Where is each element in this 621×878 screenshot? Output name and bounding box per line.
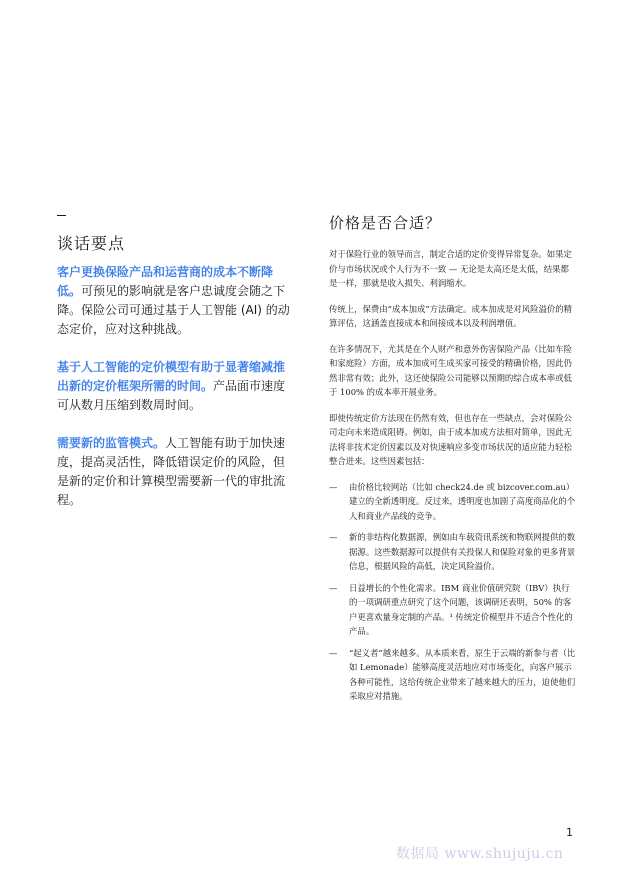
talking-points [57,231,293,529]
list-item [329,480,577,524]
talking-point-highlight: 基于人工智能的定价模型有助于显著缩减推出新的定价框架所需的时间。 [57,360,286,393]
talking-point-body: 产品面市速度可从数月压缩到数周时间。 [57,379,286,412]
talking-point [57,358,293,415]
watermark: 数据局 www.shujuju.cn [396,846,564,862]
talking-point [57,263,293,339]
talking-point-body: 人工智能有助于加快速度，提高灵活性，降低错误定价的风险，但是新的定价和计算模型需要新一代的审批流程。 [57,436,286,507]
list-item-text: 由价格比较网站（比如 check24.de 或 bizcover.com.au）建立的全新透明度。反过来，透明度也加剧了高度商品化的个人和商业产品线的竞争。 [349,481,576,521]
list-item-text: 新的非结构化数据源，例如由车载资讯系统和物联网提供的数据源。这些数据源可以提供有关投保人和保险对象的更多背景信息，根据风险的高低，决定风险溢价。 [349,532,576,571]
article-paragraph: 即使传统定价方法现在仍然有效，但也存在一些缺点，会对保险公司走向未来造成阻碍。例如，由于成本加成方法相对简单，因此无法将非技术定价因素以及对快速响应多变市场状况的适应能力轻松整合进来。这些因素包括： [329,412,572,466]
list-item [329,581,577,639]
article-paragraph: 传统上，保费由“成本加成”方法确定。成本加成是对风险溢价的精算评估，这涵盖直接成本和间接成本以及利润增值。 [329,303,573,328]
page-number: 1 [566,826,573,839]
section-dash [57,215,66,216]
list-item-text: 日益增长的个性化需求。IBM 商业价值研究院（IBV）执行的一项调研重点研究了这个问题，该调研还表明，50% 的客户更喜欢量身定制的产品。¹ 传统定价模型并不适合个性化的产品。 [349,582,573,636]
article-paragraph: 对于保险行业的领导而言，制定合适的定价变得异常复杂。如果定价与市场状况或个人行为不一致 — 无论是太高还是太低，结果都是一样，那就是收入损失、利润缩水。 [329,249,572,288]
article-body [329,212,577,711]
talking-points-title: 谈话要点 [57,234,126,253]
bullet-dash: — [329,532,338,542]
list-item-text: “起义者”越来越多。从本质来看，原生于云端的新参与者（比如 Lemonade）能够高度灵活地应对市场变化，向客户展示各种可能性，这给传统企业带来了越来越大的压力，迫使他们采取应对措施。 [349,647,576,701]
talking-point-body: 可预见的影响就是客户忠诚度会随之下降。保险公司可通过基于人工智能 (AI) 的动态定价，应对这种挑战。 [57,284,290,336]
list-item [329,530,577,574]
bullet-dash: — [329,481,338,492]
talking-point-highlight: 需要新的监管模式。 [57,436,166,450]
article-title: 价格是否合适？ [329,214,442,232]
article-paragraph: 在许多情况下，尤其是在个人财产和意外伤害保险产品（比如车险和家庭险）方面，成本加成可生成买家可接受的精确价格，因此仍然非常有效；此外，这还使保险公司能够以预期的综合成本率或低于 100% 的成本率开展业务。 [329,343,572,397]
talking-point-highlight: 客户更换保险产品和运营商的成本不断降低。 [57,265,274,298]
talking-point [57,434,293,510]
list-item [329,646,577,704]
factor-list [329,480,577,704]
bullet-dash: — [329,582,338,593]
bullet-dash: — [329,647,338,658]
